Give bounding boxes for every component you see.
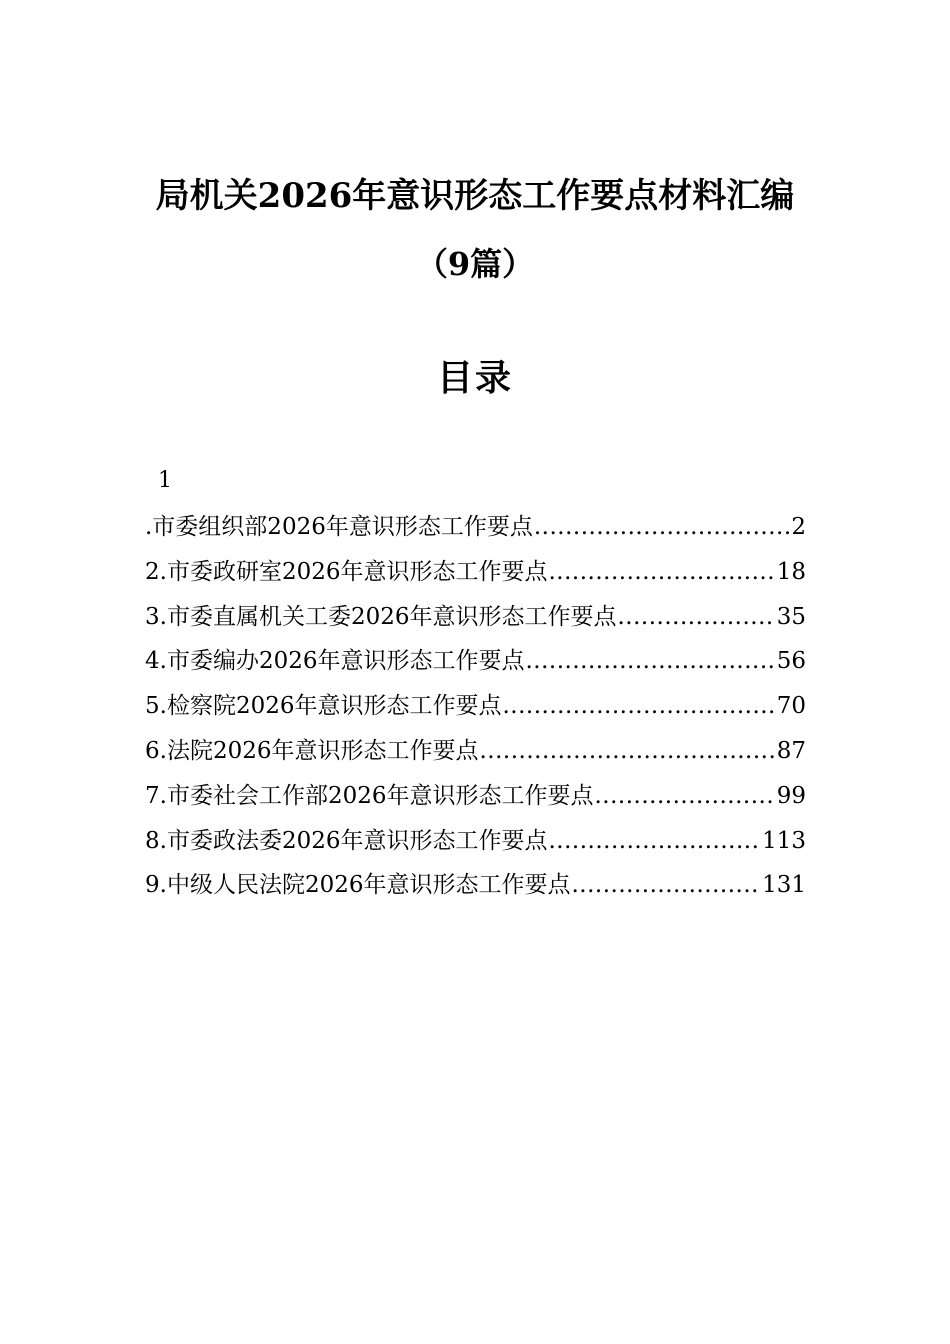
toc-dot-leader (534, 508, 791, 546)
toc-stray-number: 1 (158, 468, 172, 493)
toc-entry-page: 87 (776, 737, 806, 764)
toc-entry-title: 9.中级人民法院2026年意识形态工作要点 (145, 872, 571, 899)
toc-heading: 目录 (436, 357, 513, 399)
toc-entry-title: 7.市委社会工作部2026年意识形态工作要点 (145, 782, 594, 809)
toc-entry[interactable] (145, 732, 806, 777)
toc-entry[interactable] (145, 777, 806, 822)
toc-entry-page: 18 (776, 558, 806, 585)
toc-dot-leader (525, 642, 775, 680)
toc-entry-page: 35 (776, 603, 806, 630)
toc-entry-page: 113 (762, 827, 806, 854)
toc-entry[interactable] (145, 642, 806, 687)
toc-entry-page: 70 (776, 693, 806, 720)
toc-entry[interactable] (145, 598, 806, 643)
toc-entry-title: 5.检察院2026年意识形态工作要点 (145, 693, 502, 720)
document-subtitle: （9篇） (415, 245, 535, 283)
toc-entry-page: 99 (776, 782, 806, 809)
toc-entry-title: 4.市委编办2026年意识形态工作要点 (145, 648, 525, 675)
toc-entry-title: 6.法院2026年意识形态工作要点 (145, 737, 479, 764)
toc-entry[interactable] (145, 822, 806, 867)
document-title: 局机关2026年意识形态工作要点材料汇编 (155, 176, 795, 216)
toc-dot-leader (502, 687, 775, 725)
toc-entry[interactable] (145, 508, 806, 553)
toc-dot-leader (594, 777, 775, 815)
toc-entry-page: 56 (776, 648, 806, 675)
toc-entry-title: 2.市委政研室2026年意识形态工作要点 (145, 558, 548, 585)
toc-entry-title: .市委组织部2026年意识形态工作要点 (145, 514, 533, 540)
toc-dot-leader (548, 822, 761, 860)
toc-entry-title: 3.市委直属机关工委2026年意识形态工作要点 (145, 603, 617, 630)
toc-entry[interactable] (145, 687, 806, 732)
toc-dot-leader (571, 866, 761, 904)
toc-entry-page: 131 (762, 872, 806, 899)
toc-entry-page: 2 (791, 514, 806, 540)
toc-dot-leader (479, 732, 775, 770)
table-of-contents (145, 508, 806, 911)
toc-dot-leader (548, 553, 775, 591)
toc-dot-leader (617, 598, 775, 636)
toc-entry[interactable] (145, 553, 806, 598)
toc-entry[interactable] (145, 866, 806, 911)
toc-entry-title: 8.市委政法委2026年意识形态工作要点 (145, 827, 548, 854)
